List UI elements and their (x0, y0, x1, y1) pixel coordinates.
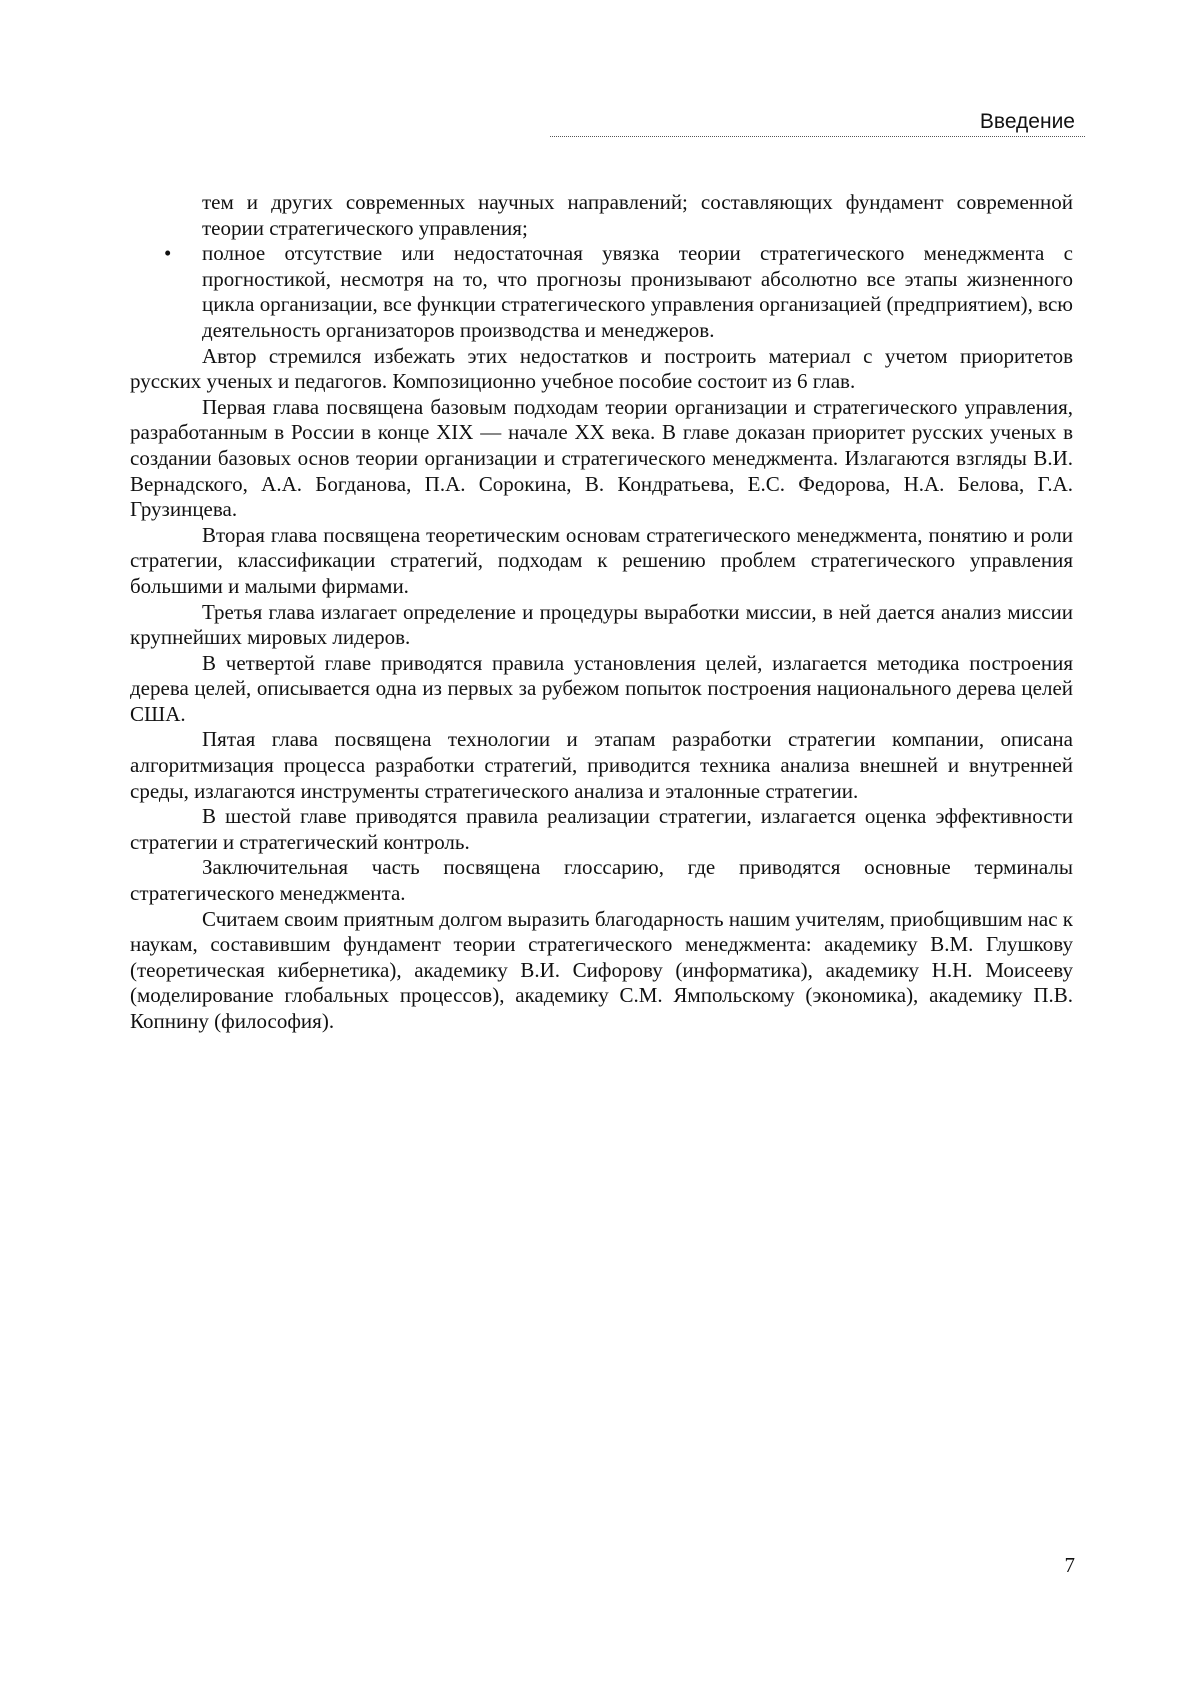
paragraph: В шестой главе приводятся правила реализации стратегии, излагается оценка эффективности стратегии и стратегический контроль. (130, 804, 1073, 854)
paragraph: Заключительная часть посвящена глоссарию, где приводятся основные терминалы стратегического менеджмента. (130, 855, 1073, 906)
paragraph: Первая глава посвящена базовым подходам теории организации и стратегического управления, разработанным в России в конце XIX — начале XX века. В главе доказан приоритет русских ученых в создании базовых основ теории организации и стратегического менеджмента. Излагаются взгляды В.И. Вернадского, А.А. Богданова, П.А. Сорокина, В. Кондратьева, Е.С. Федорова, Н.А. Белова, Г.А. Грузинцева. (130, 394, 1073, 522)
paragraph: Третья глава излагает определение и процедуры выработки миссии, в ней дается анализ миссии крупнейших мировых лидеров. (130, 599, 1073, 650)
page-number: 7 (1064, 1553, 1075, 1577)
paragraph: Вторая глава посвящена теоретическим основам стратегического менеджмента, понятию и роли стратегии, классификации стратегий, подходам к решению проблем стратегического управления большими и малыми фирмами. (130, 522, 1073, 598)
body-text (130, 190, 1073, 1035)
running-header-title: Введение (979, 110, 1075, 133)
bullet-item-text: полное отсутствие или недостаточная увязка теории стратегического менеджмента с прогностикой, несмотря на то, что прогнозы пронизывают абсолютно все этапы жизненного цикла организации, все функции стратегического управления организацией (предприятием), всю деятельность организаторов производства и менеджеров. (202, 241, 1073, 342)
paragraph: В четвертой главе приводятся правила установления целей, излагается методика построения дерева целей, описывается одна из первых за рубежом попыток построения национального дерева целей США. (130, 650, 1073, 726)
continuation-text: тем и других современных научных направлений; составляющих фундамент современной теории стратегического управления; (202, 190, 1073, 240)
bullet-icon: • (164, 241, 172, 266)
bullet-list-item (130, 241, 1073, 343)
paragraph: Считаем своим приятным долгом выразить благодарность нашим учителям, приобщившим нас к наукам, составившим фундамент теории стратегического менеджмента: академику В.М. Глушкову (теоретическая кибернетика), академику В.И. Сифорову (информатика), академику Н.Н. Моисееву (моделирование глобальных процессов), академику С.М. Ямпольскому (экономика), академику П.В. Копнину (философия). (130, 906, 1073, 1033)
running-header (550, 110, 1085, 137)
paragraph: Автор стремился избежать этих недостатков и построить материал с учетом приоритетов русских ученых и педагогов. Композиционно учебное пособие состоит из 6 глав. (130, 343, 1073, 394)
paragraph: Пятая глава посвящена технологии и этапам разработки стратегии компании, описана алгоритмизация процесса разработки стратегий, приводится техника анализа внешней и внутренней среды, излагаются инструменты стратегического анализа и эталонные стратегии. (130, 727, 1073, 803)
